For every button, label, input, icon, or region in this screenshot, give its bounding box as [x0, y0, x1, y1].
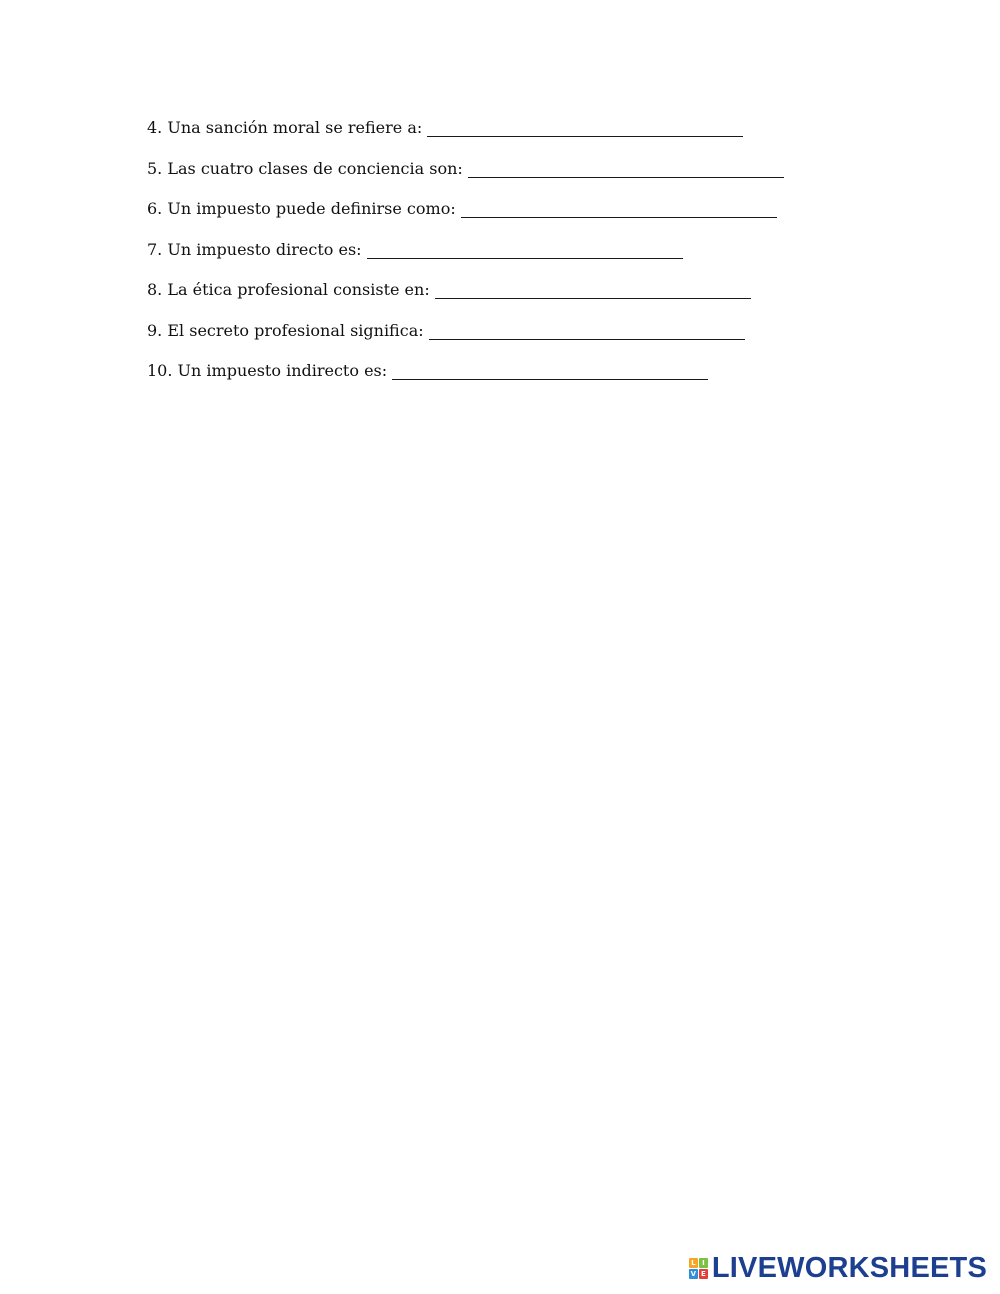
question-label: 5. Las cuatro clases de conciencia son: [147, 158, 463, 178]
question-9 [147, 320, 907, 361]
question-6 [147, 198, 907, 239]
answer-field-4[interactable] [427, 122, 743, 137]
question-5 [147, 158, 907, 199]
question-label: 4. Una sanción moral se refiere a: [147, 118, 423, 137]
answer-field-10[interactable] [392, 365, 708, 380]
question-label: 6. Un impuesto puede definirse como: [147, 199, 456, 218]
badge-letter-i: I [699, 1258, 708, 1268]
question-label: 9. El secreto profesional significa: [147, 320, 424, 340]
worksheet-questions [147, 117, 907, 401]
answer-field-8[interactable] [435, 284, 751, 299]
badge-letter-l: L [689, 1258, 698, 1268]
question-label: 10. Un impuesto indirecto es: [147, 361, 388, 380]
question-7 [147, 239, 907, 280]
liveworksheets-logo [689, 1253, 987, 1283]
answer-field-5[interactable] [468, 163, 784, 178]
question-label: 8. La ética profesional consiste en: [147, 280, 430, 299]
brand-wordmark: LIVEWORKSHEETS [711, 1252, 987, 1284]
answer-field-9[interactable] [429, 325, 745, 340]
question-8 [147, 279, 907, 320]
question-4 [147, 117, 907, 158]
answer-field-7[interactable] [367, 244, 683, 259]
question-label: 7. Un impuesto directo es: [147, 239, 362, 259]
question-10 [147, 360, 907, 401]
live-badge-icon [689, 1258, 708, 1279]
badge-letter-e: E [699, 1269, 708, 1279]
answer-field-6[interactable] [461, 203, 777, 218]
badge-letter-v: V [690, 1269, 697, 1278]
